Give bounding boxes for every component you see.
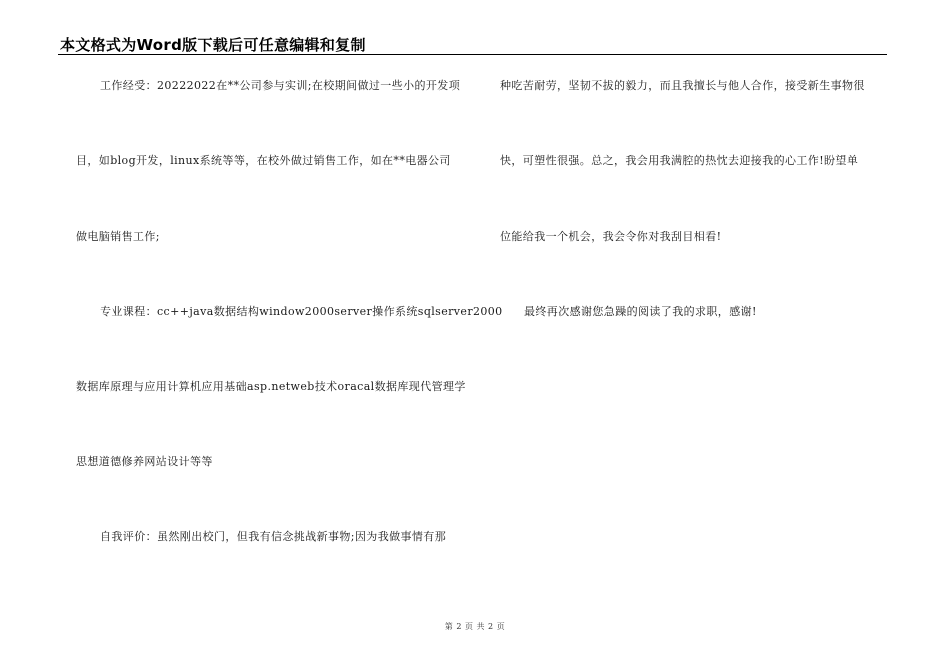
- paragraph-line: 思想道德修养网站设计等等: [76, 455, 213, 468]
- document-header-title: 本文格式为Word版下载后可任意编辑和复制: [60, 36, 366, 54]
- paragraph-line: 快，可塑性很强。总之，我会用我满腔的热忱去迎接我的心工作!盼望单: [500, 154, 859, 167]
- page-number: 第 2 页 共 2 页: [444, 622, 506, 631]
- paragraph-line: 数据库原理与应用计算机应用基础asp.netweb技术oracal数据库现代管理学: [76, 380, 466, 393]
- paragraph-line: 工作经受：20222022在**公司参与实训;在校期间做过一些小的开发项: [100, 79, 461, 92]
- paragraph-line: 自我评价：虽然刚出校门，但我有信念挑战新事物;因为我做事情有那: [100, 530, 447, 543]
- paragraph-line: 专业课程：cc++java数据结构window2000server操作系统sqlserver2000: [100, 305, 503, 318]
- paragraph-line: 位能给我一个机会，我会令你对我刮目相看!: [500, 230, 722, 243]
- header-divider: [58, 54, 887, 55]
- paragraph-line: 种吃苦耐劳，坚韧不拔的毅力，而且我擅长与他人合作，接受新生事物很: [500, 79, 865, 92]
- paragraph-line: 做电脑销售工作;: [76, 230, 160, 243]
- paragraph-line: 最终再次感谢您急躁的阅读了我的求职，感谢!: [524, 305, 757, 318]
- paragraph-line: 目，如blog开发，linux系统等等，在校外做过销售工作，如在**电器公司: [76, 154, 451, 167]
